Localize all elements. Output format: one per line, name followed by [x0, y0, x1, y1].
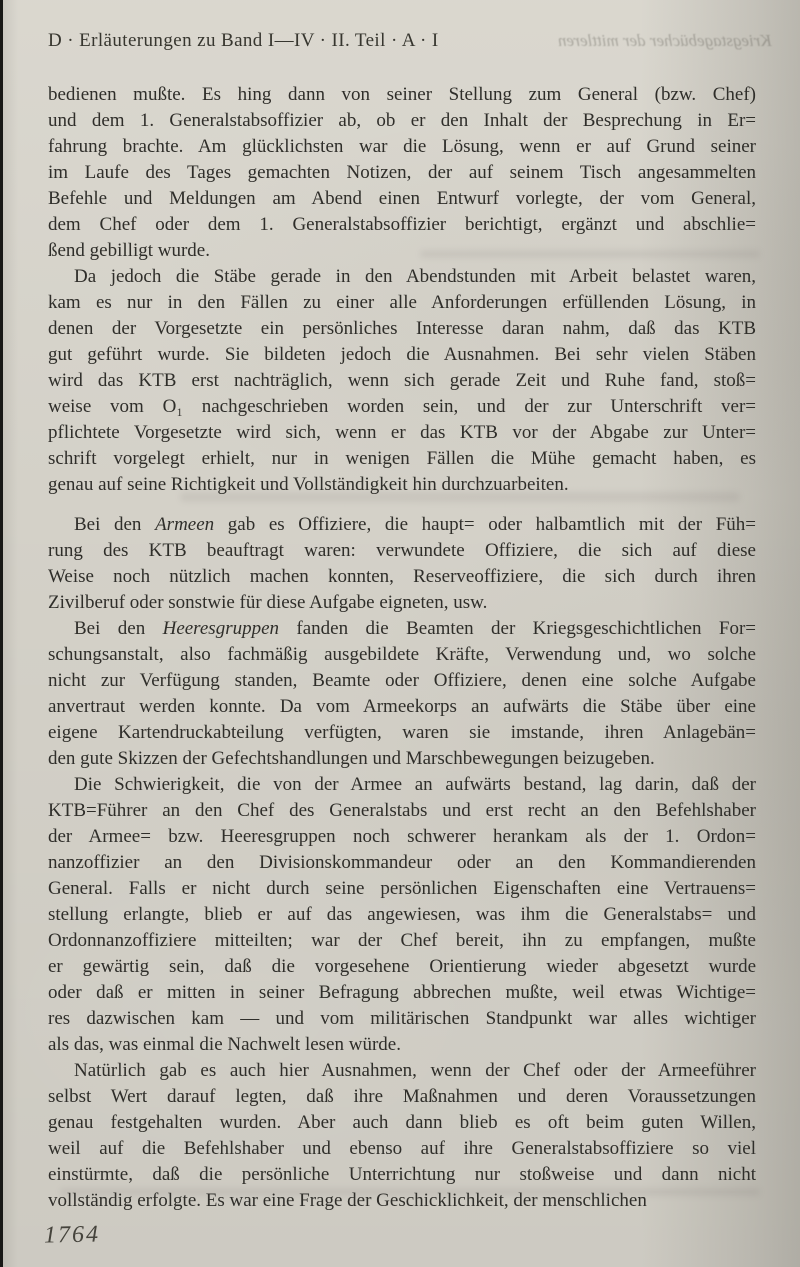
- text-line: schrift vorgelegt erhielt, nur in wenigen Fällen die Mühe gemacht haben, es: [48, 448, 756, 469]
- paragraph: [48, 616, 756, 772]
- text-line: genau festgehalten wurden. Aber auch dann blieb es oft beim guten Willen,: [48, 1112, 756, 1133]
- text-line: oder daß er mitten in seiner Befragung abbrechen mußte, weil etwas Wichtige=: [48, 982, 756, 1003]
- text-line: den gute Skizzen der Gefechtshandlungen und Marschbewegungen beizugeben.: [48, 748, 655, 769]
- text-line: rung des KTB beauftragt waren: verwundete Offiziere, die sich auf diese: [48, 540, 756, 561]
- paragraph: [48, 82, 756, 264]
- paragraph: [48, 1058, 756, 1214]
- paragraph: [48, 264, 756, 498]
- text-line: genau auf seine Richtigkeit und Vollständigkeit hin durchzuarbeiten.: [48, 474, 569, 495]
- text-line: pflichtete Vorgesetzte wird sich, wenn er das KTB vor der Abgabe zur Unter=: [48, 422, 756, 443]
- text-line: Weise noch nützlich machen konnten, Reserveoffiziere, die sich durch ihren: [48, 566, 756, 587]
- text-line: einstürmte, daß die persönliche Unterrichtung nur stoßweise und dann nicht: [48, 1164, 756, 1185]
- text-line: der Armee= bzw. Heeresgruppen noch schwerer herankam als der 1. Ordon=: [48, 826, 756, 847]
- body-text: [48, 82, 756, 1214]
- text-line: anvertraut werden konnte. Da vom Armeekorps an aufwärts die Stäbe über eine: [48, 696, 756, 717]
- text-line: im Laufe des Tages gemachten Notizen, der auf seinem Tisch angesammelten: [48, 162, 756, 183]
- text-line: gut geführt wurde. Sie bildeten jedoch die Ausnahmen. Bei sehr vielen Stäben: [48, 344, 756, 365]
- text-line: Ordonnanzoffiziere mitteilten; war der Chef bereit, ihn zu empfangen, mußte: [48, 930, 756, 951]
- text-line: schungsanstalt, also fachmäßig ausgebildete Kräfte, Verwendung und, wo solche: [48, 644, 756, 665]
- text-line: Die Schwierigkeit, die von der Armee an aufwärts bestand, lag darin, daß der: [74, 774, 756, 795]
- paragraph: [48, 512, 756, 616]
- text-line: und dem 1. Generalstabsoffizier ab, ob er den Inhalt der Besprechung in Er=: [48, 110, 756, 131]
- text-line: weil auf die Befehlshaber und ebenso auf ihre Generalstabsoffiziere so viel: [48, 1138, 756, 1159]
- text-line: stellung erlangte, blieb er auf das angewiesen, was ihm die Generalstabs= und: [48, 904, 756, 925]
- text-line: eigene Kartendruckabteilung verfügten, waren sie imstande, ihren Anlagebän=: [48, 722, 756, 743]
- text-line: kam es nur in den Fällen zu einer alle Anforderungen erfüllenden Lösung, in: [48, 292, 756, 313]
- text-line: als das, was einmal die Nachwelt lesen würde.: [48, 1034, 401, 1055]
- text-line: selbst Wert darauf legten, daß ihre Maßnahmen und deren Voraussetzungen: [48, 1086, 756, 1107]
- paragraph: [48, 772, 756, 1058]
- text-line: Befehle und Meldungen am Abend einen Entwurf vorlegte, der vom General,: [48, 188, 756, 209]
- text-line: Natürlich gab es auch hier Ausnahmen, wenn der Chef oder der Armeeführer: [74, 1060, 756, 1081]
- text-line: nicht zur Verfügung standen, Beamte oder Offiziere, denen eine solche Aufgabe: [48, 670, 756, 691]
- text-line: vollständig erfolgte. Es war eine Frage der Geschicklichkeit, der menschlichen: [48, 1190, 647, 1211]
- text-line: nanzoffizier an den Divisionskommandeur oder an den Kommandierenden: [48, 852, 756, 873]
- text-line: Bei den Armeen gab es Offiziere, die haupt= oder halbamtlich mit der Füh=: [74, 514, 756, 535]
- text-line: KTB=Führer an den Chef des Generalstabs und erst recht an den Befehlshaber: [48, 800, 756, 821]
- running-header: D · Erläuterungen zu Band I—IV · II. Teil · A · I: [48, 30, 439, 51]
- text-line: Bei den Heeresgruppen fanden die Beamten der Kriegsgeschichtlichen For=: [74, 618, 756, 639]
- bleedthrough-text: Kriegstagebücher der mittleren: [558, 31, 772, 50]
- text-line: weise vom O₁ nachgeschrieben worden sein, und der zur Unterschrift ver=: [48, 396, 756, 417]
- page-number: 1764: [43, 1221, 101, 1249]
- text-line: denen der Vorgesetzte ein persönliches Interesse daran nahm, daß das KTB: [48, 318, 756, 339]
- text-line: er gewärtig sein, daß die vorgesehene Orientierung wieder abgesetzt wurde: [48, 956, 756, 977]
- text-line: res dazwischen kam — und vom militärischen Standpunkt war alles wichtiger: [48, 1008, 756, 1029]
- text-line: Zivilberuf oder sonstwie für diese Aufgabe eigneten, usw.: [48, 592, 488, 613]
- text-line: dem Chef oder dem 1. Generalstabsoffizier berichtigt, ergänzt und abschlie=: [48, 214, 756, 235]
- text-line: fahrung brachte. Am glücklichsten war die Lösung, wenn er auf Grund seiner: [48, 136, 756, 157]
- text-line: bedienen mußte. Es hing dann von seiner Stellung zum General (bzw. Chef): [48, 84, 756, 105]
- text-line: Da jedoch die Stäbe gerade in den Abendstunden mit Arbeit belastet waren,: [74, 266, 756, 287]
- scan-edge-strip: [0, 0, 3, 1267]
- text-line: wird das KTB erst nachträglich, wenn sich gerade Zeit und Ruhe fand, stoß=: [48, 370, 756, 391]
- text-line: ßend gebilligt wurde.: [48, 240, 210, 261]
- text-line: General. Falls er nicht durch seine persönlichen Eigenschaften eine Vertrauens=: [48, 878, 756, 899]
